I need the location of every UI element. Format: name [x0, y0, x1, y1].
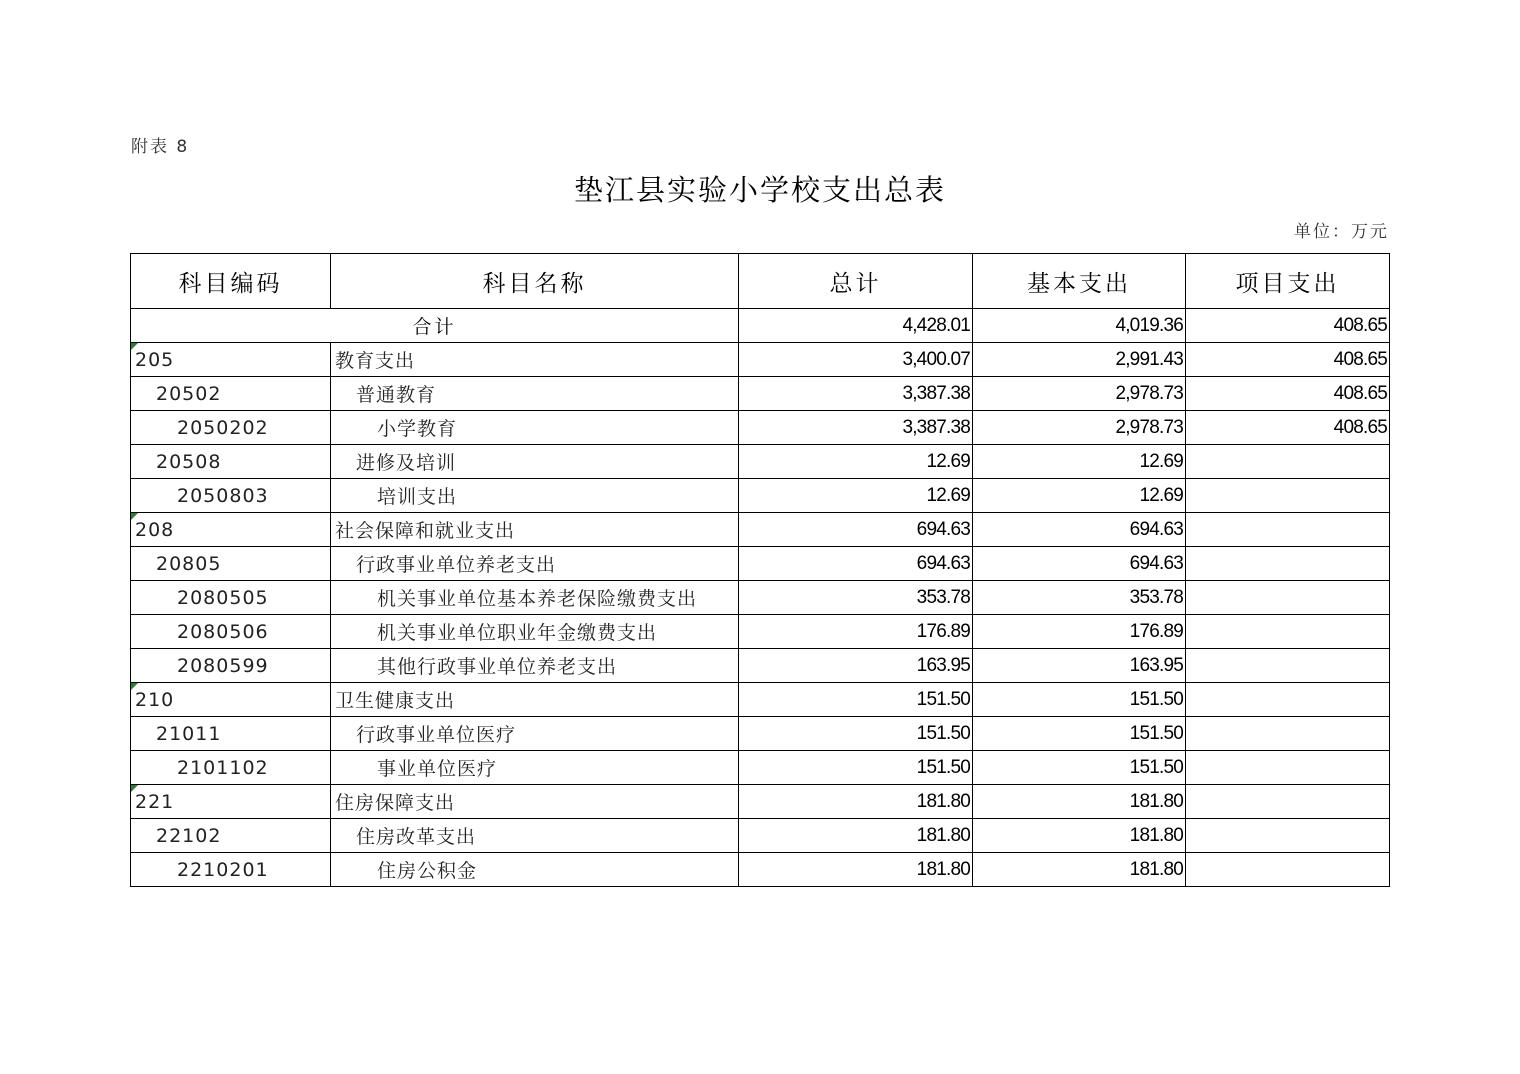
- project-amount: [1186, 581, 1390, 615]
- subject-code-cell: [131, 479, 331, 513]
- basic-amount: 12.69: [973, 445, 1186, 479]
- project-amount: [1186, 853, 1390, 887]
- page-title: 垫江县实验小学校支出总表: [573, 173, 946, 207]
- table-row: [131, 581, 1390, 615]
- table-row: [131, 513, 1390, 547]
- subject-code: 20805: [156, 552, 222, 575]
- subject-code-cell: [131, 581, 331, 615]
- header-project: 项目支出: [1186, 254, 1390, 309]
- subject-name: 普通教育: [331, 377, 739, 411]
- basic-amount: 694.63: [973, 547, 1186, 581]
- table-row: [131, 683, 1390, 717]
- total-amount: 163.95: [739, 649, 973, 683]
- table-row: [131, 649, 1390, 683]
- subject-code: 221: [135, 790, 175, 813]
- basic-amount: 2,978.73: [973, 411, 1186, 445]
- total-amount: 694.63: [739, 513, 973, 547]
- subject-code: 210: [135, 688, 175, 711]
- project-amount: [1186, 479, 1390, 513]
- subject-name: 社会保障和就业支出: [331, 513, 739, 547]
- project-amount: [1186, 717, 1390, 751]
- subject-code: 20502: [156, 382, 222, 405]
- total-amount: 353.78: [739, 581, 973, 615]
- subject-name: 住房改革支出: [331, 819, 739, 853]
- subject-name: 行政事业单位医疗: [331, 717, 739, 751]
- basic-amount: 163.95: [973, 649, 1186, 683]
- total-amount: 151.50: [739, 751, 973, 785]
- table-row: [131, 411, 1390, 445]
- header-name: 科目名称: [331, 254, 739, 309]
- basic-amount: 151.50: [973, 683, 1186, 717]
- subject-code: 2080505: [177, 586, 269, 609]
- table-row: [131, 445, 1390, 479]
- subject-code-cell: [131, 343, 331, 377]
- subject-code-cell: [131, 751, 331, 785]
- project-amount: 408.65: [1186, 377, 1390, 411]
- total-amount: 176.89: [739, 615, 973, 649]
- subject-code: 205: [135, 348, 175, 371]
- project-amount: [1186, 819, 1390, 853]
- table-row: [131, 785, 1390, 819]
- total-basic: 4,019.36: [973, 309, 1186, 343]
- total-amount: 151.50: [739, 717, 973, 751]
- table-header: [131, 254, 1390, 309]
- basic-amount: 353.78: [973, 581, 1186, 615]
- total-amount: 694.63: [739, 547, 973, 581]
- total-amount: 12.69: [739, 445, 973, 479]
- subject-name: 教育支出: [331, 343, 739, 377]
- subject-code: 2101102: [177, 756, 269, 779]
- subject-code: 2080506: [177, 620, 269, 643]
- total-amount: 181.80: [739, 853, 973, 887]
- table-body: [131, 309, 1390, 887]
- header-code: 科目编码: [131, 254, 331, 309]
- basic-amount: 2,991.43: [973, 343, 1186, 377]
- subject-name: 进修及培训: [331, 445, 739, 479]
- attachment-label: 附表 8: [131, 137, 190, 157]
- basic-amount: 2,978.73: [973, 377, 1186, 411]
- project-amount: 408.65: [1186, 343, 1390, 377]
- subject-code: 2050803: [177, 484, 269, 507]
- total-amount: 181.80: [739, 785, 973, 819]
- basic-amount: 151.50: [973, 717, 1186, 751]
- cell-note-marker-icon: [131, 683, 138, 690]
- table-row: [131, 853, 1390, 887]
- subject-code-cell: [131, 547, 331, 581]
- total-amount: 3,387.38: [739, 411, 973, 445]
- subject-code: 22102: [156, 824, 222, 847]
- table-row: [131, 343, 1390, 377]
- subject-code-cell: [131, 513, 331, 547]
- cell-note-marker-icon: [131, 513, 138, 520]
- subject-code-cell: [131, 615, 331, 649]
- basic-amount: 176.89: [973, 615, 1186, 649]
- subject-code-cell: [131, 853, 331, 887]
- total-amount: 151.50: [739, 683, 973, 717]
- total-amount: 3,387.38: [739, 377, 973, 411]
- subject-code: 2080599: [177, 654, 269, 677]
- table-row: [131, 479, 1390, 513]
- project-amount: [1186, 615, 1390, 649]
- subject-name: 住房保障支出: [331, 785, 739, 819]
- expenditure-table: [130, 253, 1390, 887]
- subject-name: 卫生健康支出: [331, 683, 739, 717]
- subject-code: 2210201: [177, 858, 269, 881]
- table-row: [131, 377, 1390, 411]
- table-row: [131, 717, 1390, 751]
- project-amount: [1186, 547, 1390, 581]
- total-amount: 3,400.07: [739, 343, 973, 377]
- total-row: [131, 309, 1390, 343]
- header-row: [131, 254, 1390, 309]
- basic-amount: 181.80: [973, 785, 1186, 819]
- header-basic: 基本支出: [973, 254, 1186, 309]
- total-amount: 181.80: [739, 819, 973, 853]
- subject-code-cell: [131, 377, 331, 411]
- project-amount: [1186, 683, 1390, 717]
- subject-code: 208: [135, 518, 175, 541]
- unit-label: 单位：万元: [1294, 222, 1389, 242]
- basic-amount: 181.80: [973, 853, 1186, 887]
- subject-code-cell: [131, 649, 331, 683]
- basic-amount: 694.63: [973, 513, 1186, 547]
- table-row: [131, 819, 1390, 853]
- basic-amount: 181.80: [973, 819, 1186, 853]
- subject-name: 其他行政事业单位养老支出: [331, 649, 739, 683]
- subject-code: 2050202: [177, 416, 269, 439]
- total-total: 4,428.01: [739, 309, 973, 343]
- total-amount: 12.69: [739, 479, 973, 513]
- project-amount: [1186, 513, 1390, 547]
- subject-code-cell: [131, 445, 331, 479]
- subject-code-cell: [131, 785, 331, 819]
- subject-name: 机关事业单位职业年金缴费支出: [331, 615, 739, 649]
- subject-code-cell: [131, 411, 331, 445]
- subject-name: 事业单位医疗: [331, 751, 739, 785]
- project-amount: 408.65: [1186, 411, 1390, 445]
- subject-name: 培训支出: [331, 479, 739, 513]
- cell-note-marker-icon: [131, 343, 138, 350]
- table-row: [131, 547, 1390, 581]
- subject-code-cell: [131, 819, 331, 853]
- subject-name: 小学教育: [331, 411, 739, 445]
- total-label: 合计: [131, 309, 739, 343]
- project-amount: [1186, 785, 1390, 819]
- header-total: 总计: [739, 254, 973, 309]
- subject-name: 行政事业单位养老支出: [331, 547, 739, 581]
- project-amount: [1186, 445, 1390, 479]
- subject-name: 住房公积金: [331, 853, 739, 887]
- subject-code: 21011: [156, 722, 222, 745]
- subject-name: 机关事业单位基本养老保险缴费支出: [331, 581, 739, 615]
- project-amount: [1186, 751, 1390, 785]
- subject-code-cell: [131, 717, 331, 751]
- basic-amount: 151.50: [973, 751, 1186, 785]
- subject-code: 20508: [156, 450, 222, 473]
- basic-amount: 12.69: [973, 479, 1186, 513]
- total-project: 408.65: [1186, 309, 1390, 343]
- table-row: [131, 751, 1390, 785]
- cell-note-marker-icon: [131, 785, 138, 792]
- subject-code-cell: [131, 683, 331, 717]
- table-row: [131, 615, 1390, 649]
- project-amount: [1186, 649, 1390, 683]
